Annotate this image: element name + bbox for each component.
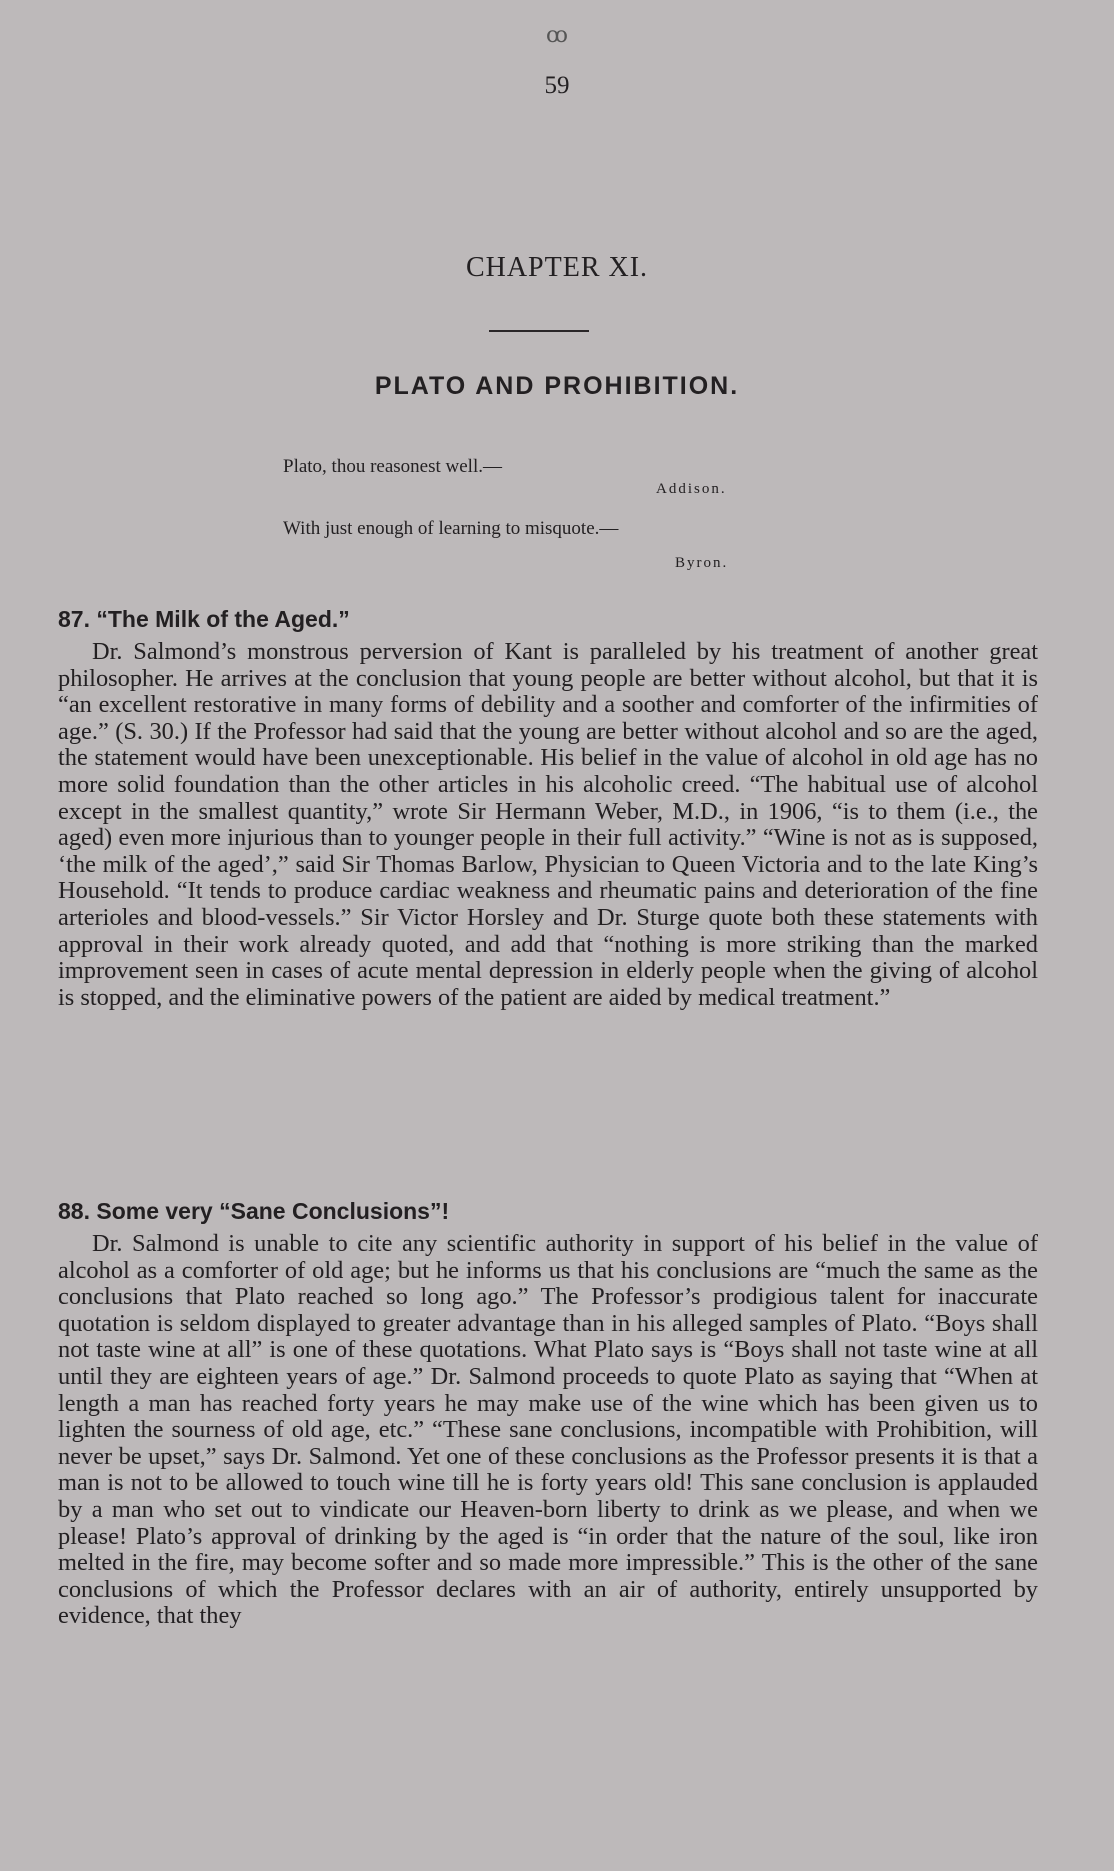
section-heading: 88. Some very “Sane Conclusions”!	[58, 1198, 450, 1224]
page-ornament: ꝏ	[546, 22, 568, 47]
epigraph-quote: With just enough of learning to misquote.—	[283, 518, 619, 539]
section-body: Dr. Salmond is unable to cite any scientific authority in support of his belief in the value of alcohol as a comforter of old age; but he informs us that his conclusions are “much the same as the conclusions that Plato reached so long ago.” The Professor’s prodigious talent for inaccurate quotation is seldom displayed to greater advantage than in his alleged samples of Plato. “Boys shall not taste wine at all” is one of these quotations. What Plato says is “Boys shall not taste wine at all until they are eighteen years of age.” Dr. Salmond proceeds to quote Plato as saying that “When at length a man has reached forty years he may make use of the wine which has been given us to lighten the sourness of old age, etc.” “These sane conclusions, incompatible with Prohibition, will never be upset,” says Dr. Salmond. Yet one of these conclusions as the Professor presents it is that a man is not to be allowed to touch wine till he is forty years old! This sane conclusion is applauded by a man who set out to vindicate our Heaven-born liberty to drink as we please, and when we please! Plato’s approval of drinking by the aged is “in order that the nature of the soul, like iron melted in the fire, may become softer and so made more impressible.” This is the other of the sane conclusions of which the Professor declares with an air of authority, entirely unsupported by evidence, that they	[58, 1230, 1038, 1630]
section-88	[58, 1198, 1038, 1630]
chapter-title: PLATO AND PROHIBITION.	[374, 372, 740, 400]
divider-rule	[489, 330, 589, 332]
section-heading: 87. “The Milk of the Aged.”	[58, 606, 350, 632]
epigraph-quote: Plato, thou reasonest well.—	[283, 456, 502, 477]
page-number: 59	[544, 72, 570, 99]
chapter-heading: CHAPTER XI.	[465, 252, 649, 283]
epigraph-author: Byron.	[675, 555, 729, 571]
epigraph-author: Addison.	[656, 481, 727, 497]
section-87	[58, 606, 1038, 1011]
section-body: Dr. Salmond’s monstrous perversion of Kant is paralleled by his treatment of another great philosopher. He arrives at the conclusion that young people are better without alcohol, but that it is “an excellent restorative in many forms of debility and a soother and comforter of the infirmities of age.” (S. 30.) If the Professor had said that the young are better without alcohol and so are the aged, the statement would have been unexceptionable. His belief in the value of alcohol in old age has no more solid foundation than the other articles in his alcoholic creed. “The habitual use of alcohol except in the smallest quantity,” wrote Sir Hermann Weber, M.D., in 1906, “is to them (i.e., the aged) even more injurious than to younger people in their full activity.” “Wine is not as is supposed, ‘the milk of the aged’,” said Sir Thomas Barlow, Physician to Queen Victoria and to the late King’s Household. “It tends to produce cardiac weakness and rheumatic pains and deterioration of the fine arterioles and blood-vessels.” Sir Victor Horsley and Dr. Sturge quote both these statements with approval in their work already quoted, and add that “nothing is more striking than the marked improvement seen in cases of acute mental depression in elderly people when the giving of alcohol is stopped, and the eliminative powers of the patient are aided by medical treatment.”	[58, 638, 1038, 1011]
